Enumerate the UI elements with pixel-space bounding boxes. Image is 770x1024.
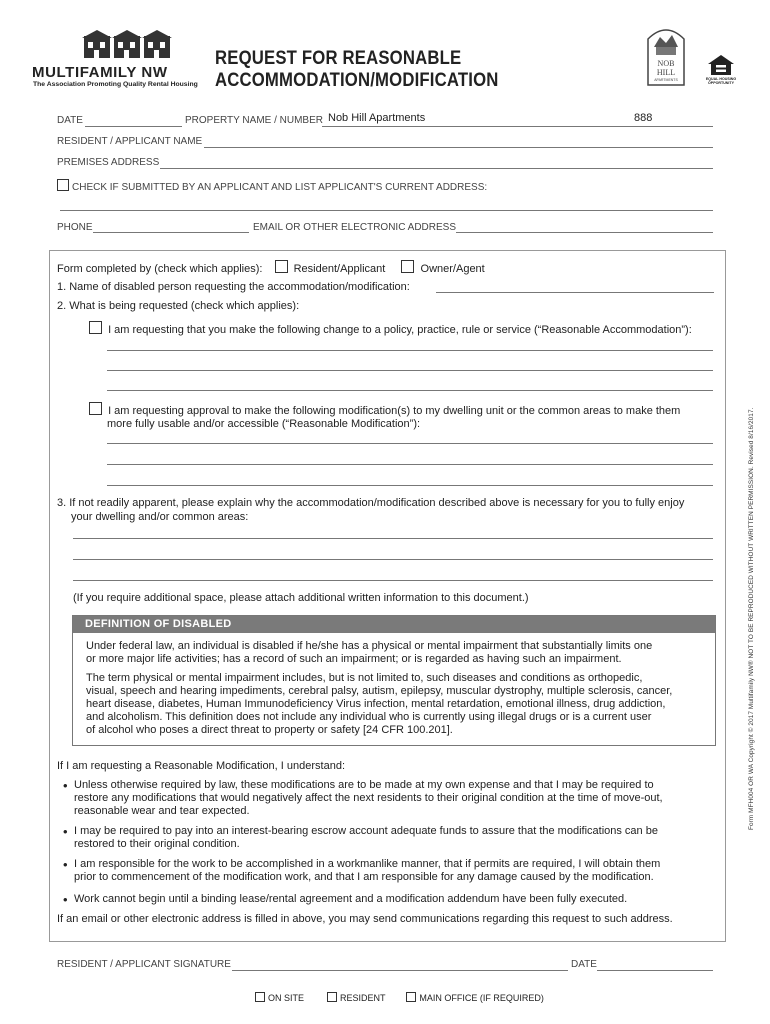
phone-field[interactable] (93, 232, 249, 233)
definition-para2-line2: visual, speech and hearing impediments, cerebral palsy, autism, epilepsy, muscular dystrophy, multiple sclerosis, cancer, (86, 685, 673, 697)
property-field[interactable] (322, 126, 713, 127)
explanation-line[interactable] (73, 559, 713, 560)
email-field[interactable] (456, 232, 713, 233)
modification-checkbox[interactable] (89, 402, 102, 415)
on-site-checkbox[interactable] (255, 992, 265, 1002)
buildings-icon (80, 30, 176, 60)
applicant-checkbox-label: CHECK IF SUBMITTED BY AN APPLICANT AND LIST APPLICANT'S CURRENT ADDRESS: (72, 182, 488, 193)
property-number-value: 888 (634, 112, 653, 124)
question-3-line1: 3. If not readily apparent, please explain why the accommodation/modification described above is necessary for you to fully enjoy (57, 497, 685, 509)
modification-label-line2: more fully usable and/or accessible (“Reasonable Modification”): (107, 418, 421, 430)
nob-hill-name: NOB HILL (656, 59, 676, 77)
additional-space-note: (If you require additional space, please attach additional written information to this document.) (73, 592, 529, 604)
page-title-line2: ACCOMMODATION/MODIFICATION (215, 70, 499, 91)
property-label: PROPERTY NAME / NUMBER (185, 115, 323, 126)
owner-agent-label: Owner/Agent (420, 263, 485, 275)
bullet-4-line1: • Work cannot begin until a binding lease/rental agreement and a modification addendum have been fully executed. (74, 893, 628, 905)
bullet-3-line1: • I am responsible for the work to be accomplished in a workmanlike manner, that if permits are required, I will obtain them (74, 858, 661, 870)
owner-agent-checkbox[interactable] (401, 260, 414, 273)
definition-para1-line1: Under federal law, an individual is disabled if he/she has a physical or mental impairment that substantially limits one (86, 640, 653, 652)
brand-tagline: The Association Promoting Quality Rental Housing (33, 81, 198, 88)
copyright-side-text: Form MFH004 OR WA Copyright © 2017 Multifamily NW® NOT TO BE REPRODUCED WITHOUT WRITTEN PERMISSION. Revised 8/16/2017. (748, 407, 755, 830)
applicant-address-field[interactable] (60, 210, 713, 211)
modification-line[interactable] (107, 464, 713, 465)
bullet-item (60, 858, 730, 884)
definition-para2-line1: The term physical or mental impairment includes, but is not limited to, such diseases and conditions as orthopedic, (86, 672, 643, 684)
equal-housing-icon (707, 54, 735, 76)
accommodation-option (89, 321, 692, 336)
question-1: 1. Name of disabled person requesting the accommodation/modification: (57, 281, 410, 293)
bullet-1-line1: • Unless otherwise required by law, these modifications are to be made at my own expense and that I may be required to (74, 779, 654, 791)
modification-label-line1: I am requesting approval to make the following modification(s) to my dwelling unit or the common areas to make them (108, 405, 681, 417)
question-3 (57, 496, 684, 524)
bullet-2-line1: • I may be required to pay into an interest-bearing escrow account adequate funds to assure that the modifications can be (74, 825, 658, 837)
applicant-checkbox-row (57, 179, 487, 193)
understand-intro: If I am requesting a Reasonable Modification, I understand: (57, 760, 346, 772)
nob-hill-logo (646, 25, 686, 87)
signature-date-label: DATE (571, 959, 597, 970)
accommodation-checkbox[interactable] (89, 321, 102, 334)
definition-para2-line4: and alcoholism. This definition does not include any individual who is currently using illegal drugs or is a current user (86, 711, 652, 723)
page-title-line1: REQUEST FOR REASONABLE (215, 48, 462, 69)
accommodation-line[interactable] (107, 390, 713, 391)
date-label: DATE (57, 115, 83, 126)
accommodation-line[interactable] (107, 370, 713, 371)
signature-field[interactable] (232, 970, 568, 971)
equal-housing-logo (702, 54, 740, 88)
email-label: EMAIL OR OTHER ELECTRONIC ADDRESS (253, 222, 456, 233)
explanation-line[interactable] (73, 538, 713, 539)
disabled-person-name-field[interactable] (436, 292, 714, 293)
resident-name-field[interactable] (204, 147, 713, 148)
definition-box (72, 615, 716, 746)
bullet-2-line2: restored to their original condition. (74, 838, 240, 850)
bullet-1-line2: restore any modifications that would negatively affect the next residents to their original condition at the time of move-out, (74, 792, 663, 804)
multifamily-nw-logo (30, 30, 200, 90)
email-note: If an email or other electronic address is filled in above, you may send communications regarding this request to such address. (57, 913, 673, 925)
resident-copy-label: RESIDENT (340, 993, 386, 1003)
modification-option (89, 402, 680, 431)
accommodation-line[interactable] (107, 350, 713, 351)
phone-label: PHONE (57, 222, 93, 233)
resident-applicant-checkbox[interactable] (275, 260, 288, 273)
question-3-line2: your dwelling and/or common areas: (71, 511, 249, 523)
bullet-item (60, 893, 730, 906)
definition-para2-line5: of alcohol who poses a direct threat to property or safety [24 CFR 100.201]. (86, 724, 453, 736)
form-completed-row (57, 260, 485, 275)
explanation-line[interactable] (73, 580, 713, 581)
footer-checks (255, 992, 544, 1003)
accommodation-label: I am requesting that you make the following change to a policy, practice, rule or service (“Reasonable Accommodation”): (108, 324, 692, 336)
property-name-value: Nob Hill Apartments (328, 112, 426, 124)
resident-copy-checkbox[interactable] (327, 992, 337, 1002)
resident-applicant-label: Resident/Applicant (293, 263, 386, 275)
modification-line[interactable] (107, 485, 713, 486)
signature-label: RESIDENT / APPLICANT SIGNATURE (57, 959, 231, 970)
premises-address-field[interactable] (160, 168, 713, 169)
question-2: 2. What is being requested (check which applies): (57, 300, 300, 312)
premises-label: PREMISES ADDRESS (57, 157, 160, 168)
applicant-checkbox[interactable] (57, 179, 69, 191)
bullet-item (60, 825, 730, 851)
on-site-label: ON SITE (268, 993, 305, 1003)
brand-name: MULTIFAMILY NW (32, 64, 168, 81)
definition-para2-line3: heart disease, diabetes, Human Immunodeficiency Virus infection, mental retardation, emotional illness, drug addiction, (86, 698, 666, 710)
main-office-label: MAIN OFFICE (IF REQUIRED) (419, 993, 544, 1003)
page-title (215, 48, 499, 92)
bullet-3-line2: prior to commencement of the modification work, and that I am responsible for any damage caused by the modification. (74, 871, 654, 883)
bullet-item (60, 779, 730, 818)
nob-hill-sub: APARTMENTS (654, 78, 678, 82)
definition-heading: DEFINITION OF DISABLED (73, 616, 715, 633)
main-office-checkbox[interactable] (406, 992, 416, 1002)
bullet-1-line3: reasonable wear and tear expected. (74, 805, 250, 817)
date-field[interactable] (85, 126, 182, 127)
equal-housing-text: EQUAL HOUSING OPPORTUNITY (705, 77, 737, 85)
signature-date-field[interactable] (597, 970, 713, 971)
modification-line[interactable] (107, 443, 713, 444)
definition-para1-line2: or more major life activities; has a record of such an impairment; or is regarded as having such an impairment. (86, 653, 622, 665)
resident-label: RESIDENT / APPLICANT NAME (57, 136, 203, 147)
form-completed-label: Form completed by (check which applies): (57, 263, 263, 275)
